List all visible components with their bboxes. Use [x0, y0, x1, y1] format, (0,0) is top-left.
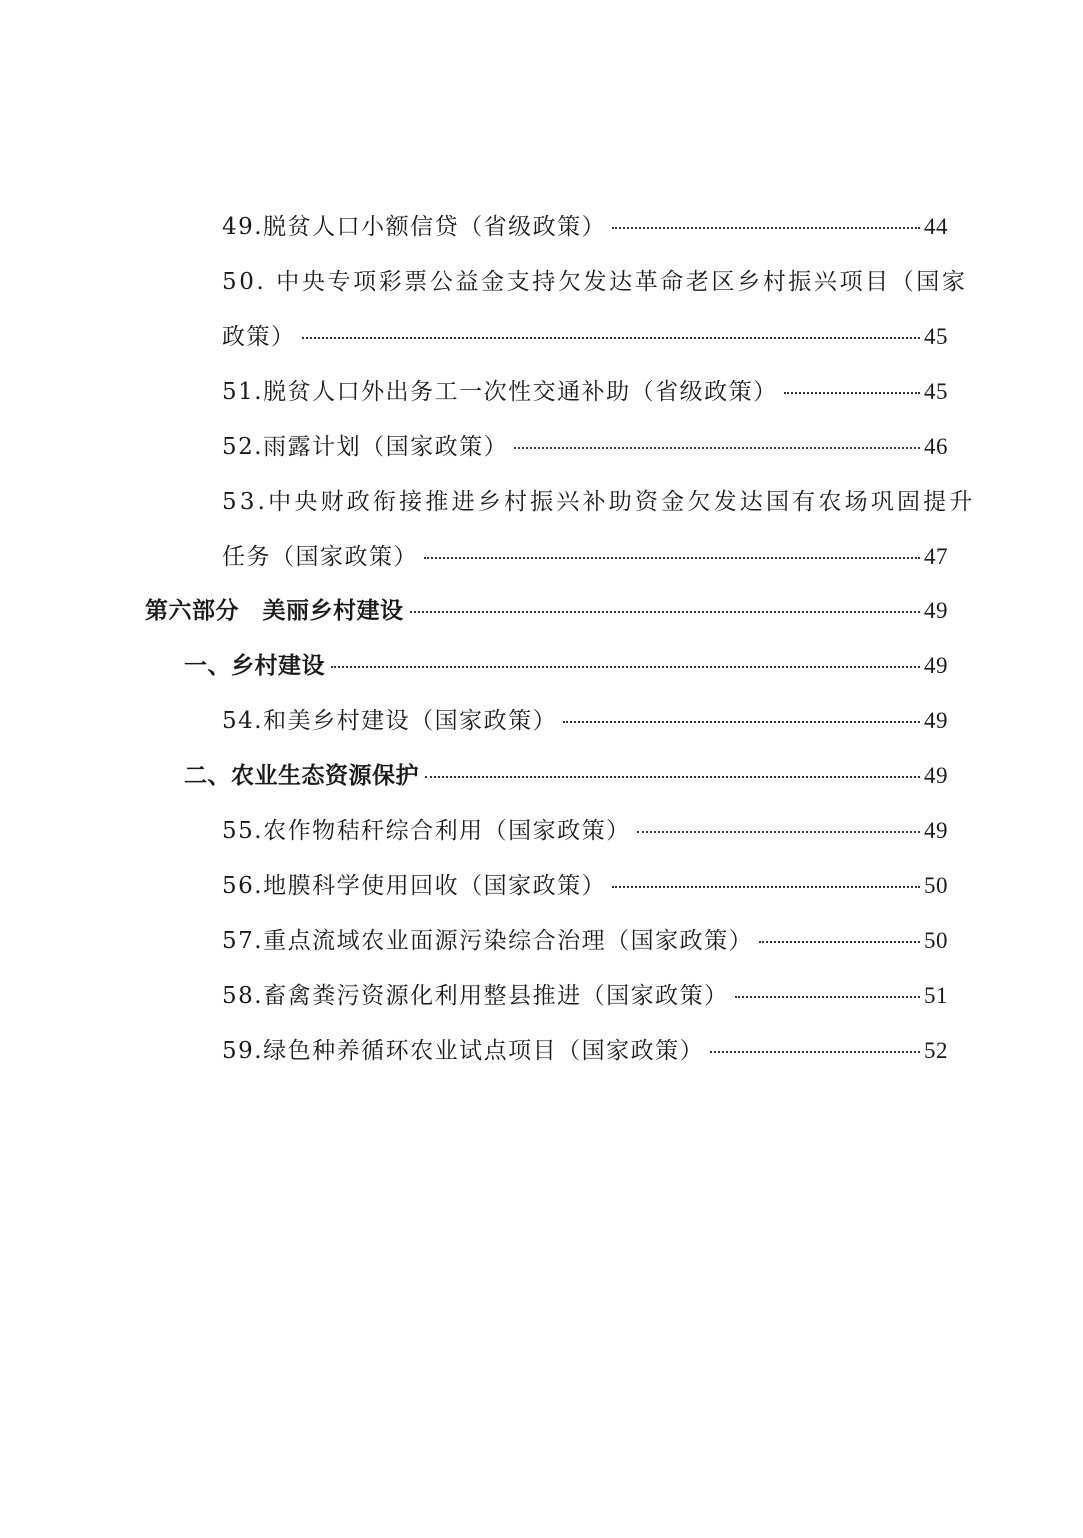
- toc-entry-53-line1[interactable]: 53.中央财政衔接推进乡村振兴补助资金欠发达国有农场巩固提升: [222, 489, 976, 515]
- toc-entry-title: 52.雨露计划（国家政策）: [222, 434, 509, 460]
- toc-part-title: 第六部分 美丽乡村建设: [145, 597, 404, 624]
- toc-page-number: 45: [924, 324, 948, 349]
- toc-page-number: 52: [924, 1038, 948, 1063]
- toc-entry-55[interactable]: [222, 816, 948, 846]
- toc-entry-50-line1[interactable]: 50. 中央专项彩票公益金支持欠发达革命老区乡村振兴项目（国家: [222, 269, 968, 295]
- toc-page-number: 51: [924, 983, 948, 1008]
- toc-leader-dots: [710, 1051, 920, 1053]
- toc-section-1[interactable]: [184, 651, 948, 681]
- toc-entry-56[interactable]: [222, 871, 948, 901]
- toc-entry-50[interactable]: [222, 322, 948, 352]
- toc-entry-title: 58.畜禽粪污资源化利用整县推进（国家政策）: [222, 983, 729, 1009]
- toc-leader-dots: [302, 337, 921, 339]
- toc-section-title: 一、乡村建设: [184, 652, 325, 679]
- toc-page-number: 45: [924, 379, 948, 404]
- toc-page-number: 46: [924, 434, 948, 459]
- toc-page-number: 49: [924, 763, 948, 788]
- toc-entry-49[interactable]: [222, 212, 948, 242]
- toc-entry-title: 59.绿色种养循环农业试点项目（国家政策）: [222, 1038, 705, 1064]
- toc-leader-dots: [425, 776, 920, 778]
- toc-page-number: 49: [924, 818, 948, 843]
- toc-entry-title: 政策）: [222, 324, 296, 350]
- toc-leader-dots: [410, 611, 921, 613]
- toc-page-number: 44: [924, 214, 948, 239]
- toc-leader-dots: [612, 227, 920, 229]
- toc-entry-title: 任务（国家政策）: [222, 544, 418, 570]
- toc-entry-title: 49.脱贫人口小额信贷（省级政策）: [222, 214, 607, 240]
- toc-leader-dots: [514, 447, 920, 449]
- toc-leader-dots: [735, 996, 920, 998]
- toc-entry-58[interactable]: [222, 981, 948, 1011]
- toc-entry-51[interactable]: [222, 377, 948, 407]
- toc-page-number: 47: [924, 544, 948, 569]
- toc-leader-dots: [563, 721, 920, 723]
- toc-entry-53[interactable]: [222, 542, 948, 572]
- toc-page-number: 49: [924, 653, 948, 678]
- toc-entry-title: 54.和美乡村建设（国家政策）: [222, 708, 558, 734]
- toc-leader-dots: [424, 557, 920, 559]
- toc-entry-54[interactable]: [222, 706, 948, 736]
- toc-leader-dots: [612, 886, 920, 888]
- toc-page-number: 49: [924, 708, 948, 733]
- toc-entry-59[interactable]: [222, 1036, 948, 1066]
- toc-entry-title: 56.地膜科学使用回收（国家政策）: [222, 873, 607, 899]
- toc-section-2[interactable]: [184, 761, 948, 791]
- toc-entry-title: 51.脱贫人口外出务工一次性交通补助（省级政策）: [222, 379, 778, 405]
- toc-leader-dots: [759, 941, 920, 943]
- toc-leader-dots: [637, 831, 920, 833]
- toc-page-number: 50: [924, 928, 948, 953]
- toc-leader-dots: [331, 666, 920, 668]
- toc-entry-title: 57.重点流域农业面源污染综合治理（国家政策）: [222, 928, 754, 954]
- toc-entry-57[interactable]: [222, 926, 948, 956]
- toc-page-number: 50: [924, 873, 948, 898]
- toc-part-6[interactable]: [145, 596, 948, 626]
- toc-section-title: 二、农业生态资源保护: [184, 762, 419, 789]
- toc-entry-title: 55.农作物秸秆综合利用（国家政策）: [222, 818, 631, 844]
- toc-leader-dots: [784, 392, 920, 394]
- toc-entry-52[interactable]: [222, 432, 948, 462]
- toc-page-number: 49: [924, 598, 948, 623]
